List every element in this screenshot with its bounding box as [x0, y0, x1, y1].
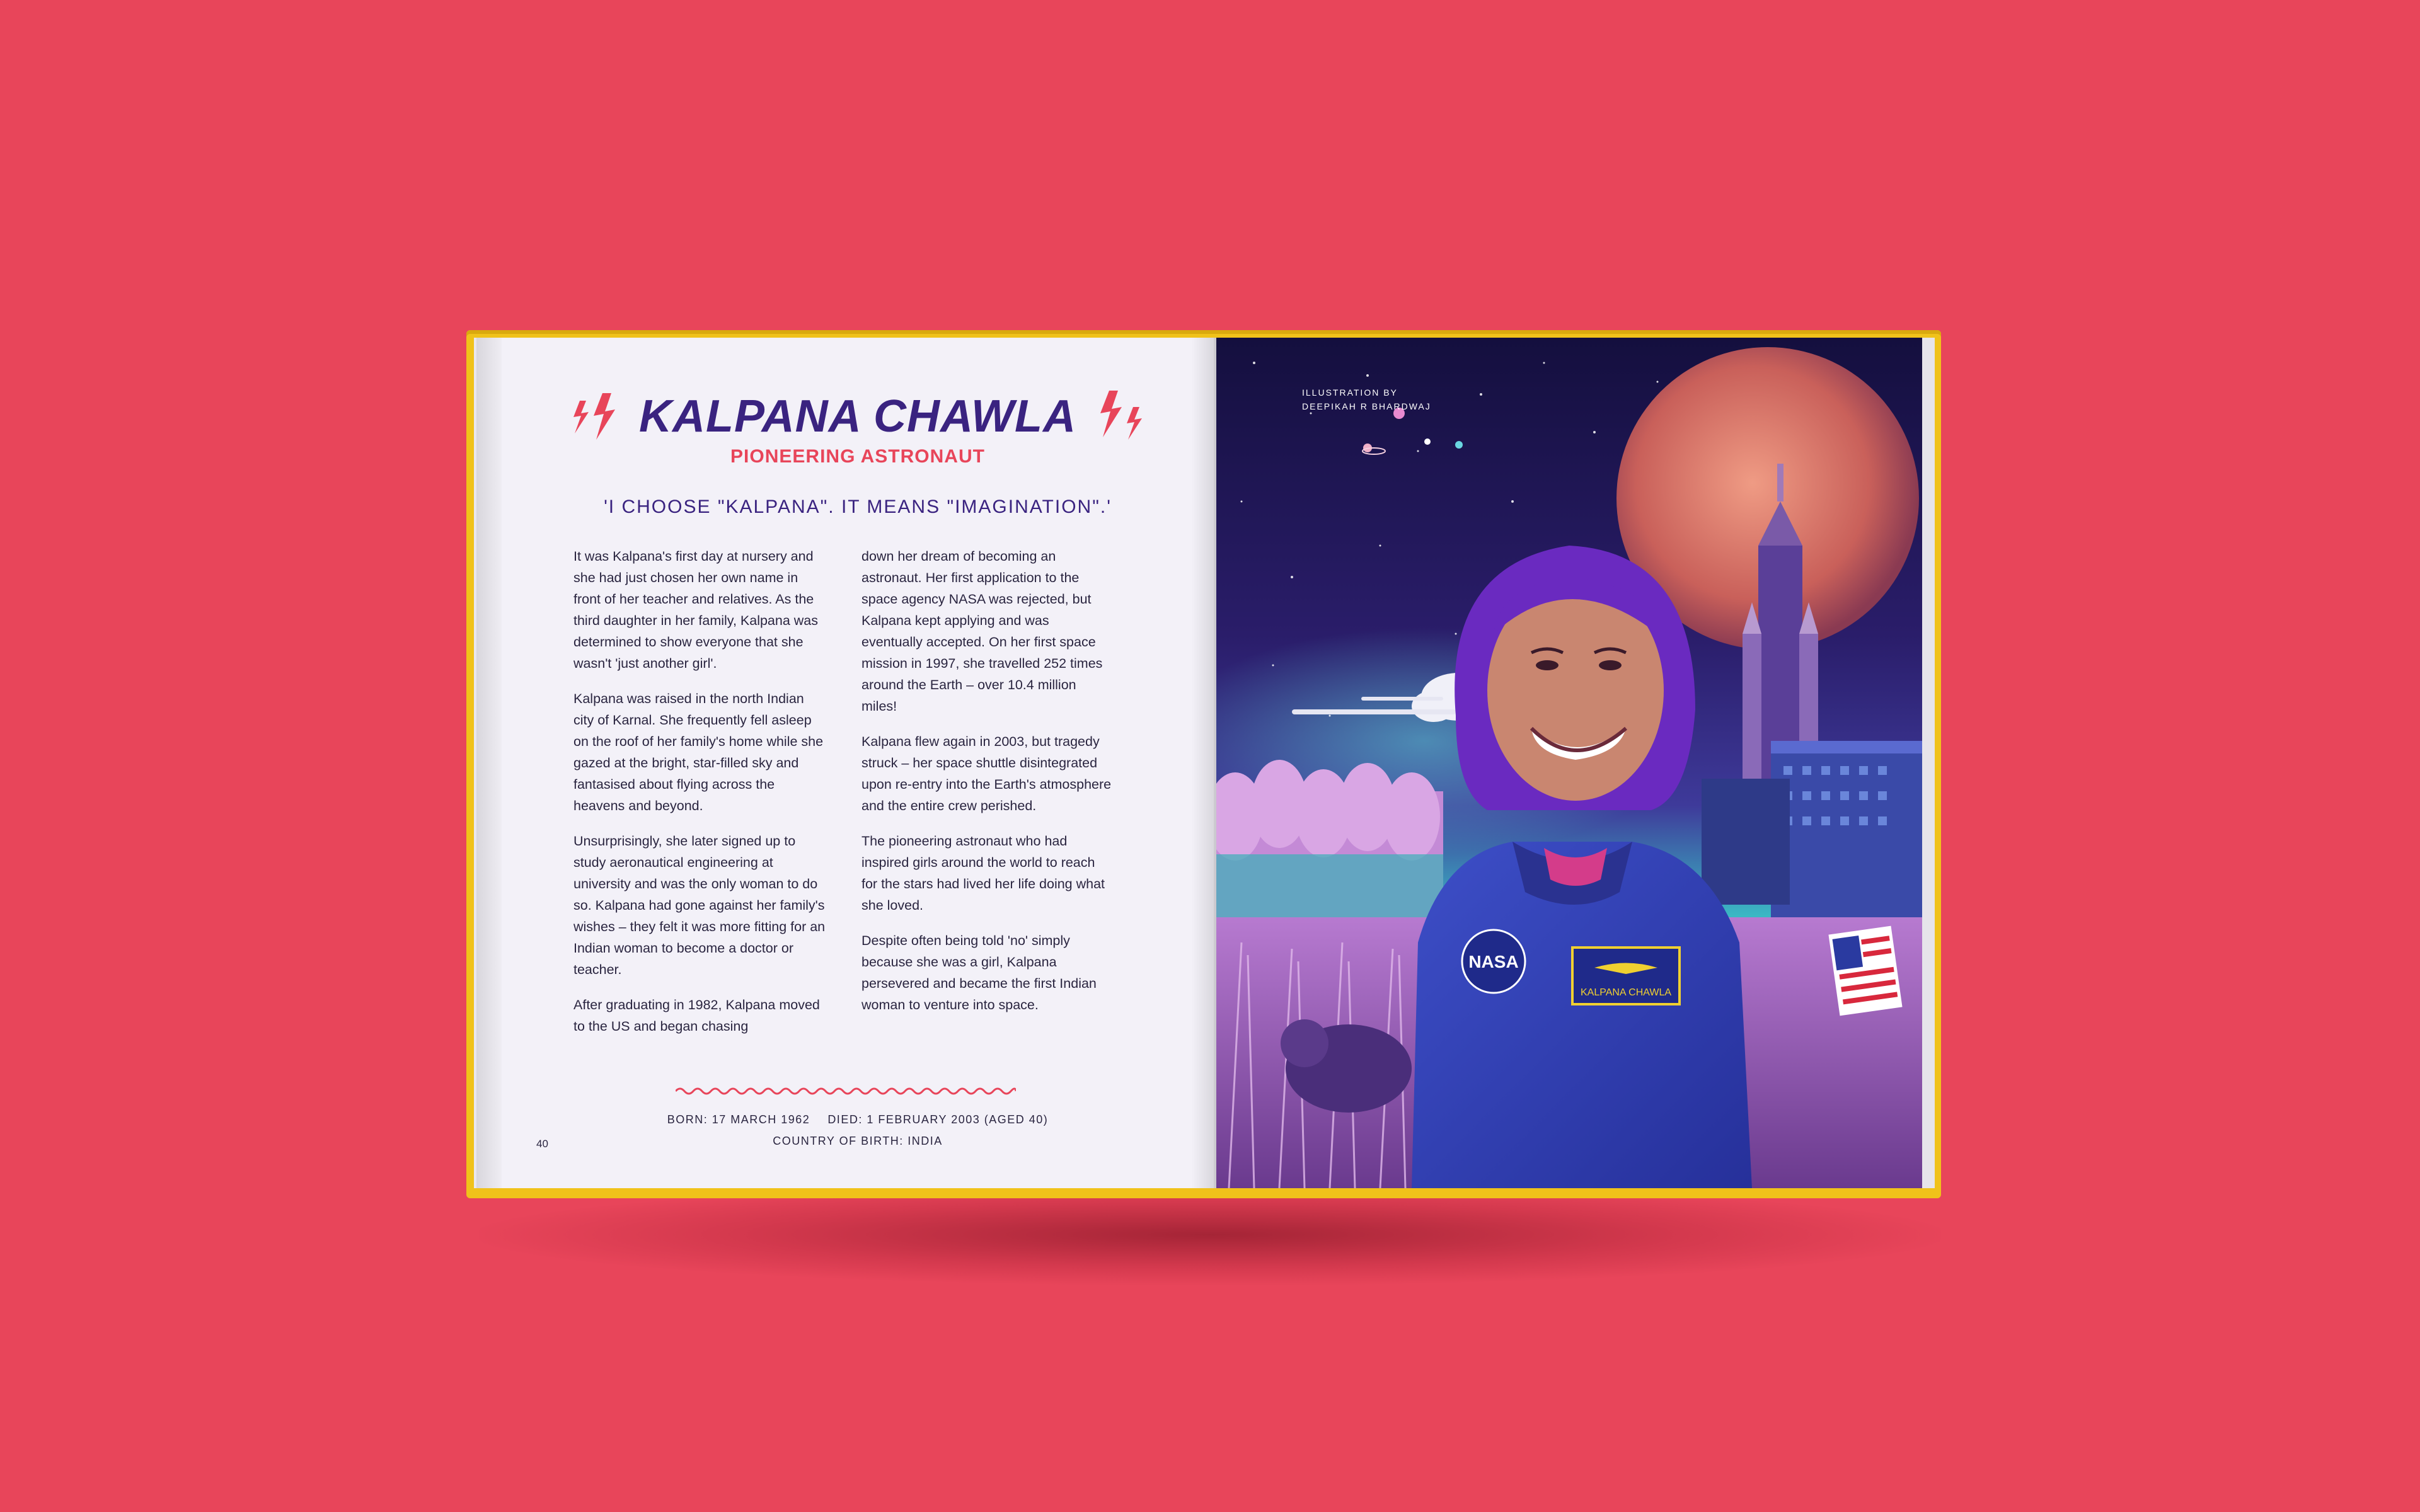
paragraph: Unsurprisingly, she later signed up to study aeronautical engineering at university and was the only woman to do so. Kalpana had gone against her family's wishes – they felt it was more fitting for an Indian woman to become a doctor or teacher.: [573, 833, 826, 977]
nasa-patch: NASA: [1468, 952, 1519, 971]
page-subtitle: PIONEERING ASTRONAUT: [730, 446, 985, 467]
text-column-2: [861, 546, 1114, 1029]
left-page: [502, 338, 1214, 1188]
title-row: [502, 388, 1214, 445]
astronaut-illustration: [1216, 338, 1922, 1188]
page-number: 40: [536, 1138, 548, 1150]
credit-line: DEEPIKAH R BHARDWAJ: [1302, 401, 1431, 411]
lightning-bolts-left-icon: [567, 388, 621, 445]
paragraph: Kalpana flew again in 2003, but tragedy struck – her space shuttle disintegrated upon re-entry into the Earth's atmosphere and the entire crew perished.: [861, 734, 1112, 813]
paragraph: It was Kalpana's first day at nursery and she had just chosen her own name in front of her teacher and relatives. As the third daughter in her family, Kalpana was determined to show everyone that she wasn't 'just another girl'.: [573, 549, 819, 671]
lightning-bolts-right-icon: [1094, 388, 1148, 445]
born-date: BORN: 17 MARCH 1962: [667, 1113, 810, 1126]
paragraph: The pioneering astronaut who had inspired girls around the world to reach for the stars had lived her life doing what she loved.: [861, 833, 1105, 913]
paragraph: Despite often being told 'no' simply because she was a girl, Kalpana persevered and became the first Indian woman to venture into space.: [861, 933, 1097, 1012]
paragraph: down her dream of becoming an astronaut. Her first application to the space agency NASA was rejected, but Kalpana kept applying and was eventually accepted. On her first space mission in 1997, she travelled 252 times around the Earth – over 10.4 million miles!: [861, 549, 1103, 714]
planet: [1424, 438, 1431, 445]
illustration-credit: [1302, 386, 1431, 413]
quote: 'I CHOOSE "KALPANA". IT MEANS "IMAGINATION".': [604, 496, 1112, 517]
right-page-illustration: [1216, 338, 1922, 1188]
country-of-birth: COUNTRY OF BIRTH: INDIA: [773, 1135, 943, 1147]
page-title: KALPANA CHAWLA: [639, 391, 1076, 442]
planet: [1455, 441, 1463, 449]
text-column-1: [573, 546, 826, 1051]
died-date: DIED: 1 FEBRUARY 2003 (AGED 40): [827, 1113, 1049, 1126]
credit-line: ILLUSTRATION BY: [1302, 387, 1398, 398]
book-gutter: [1191, 338, 1216, 1188]
book-shadow: [479, 1184, 1941, 1285]
us-flag-patch: [1828, 926, 1902, 1016]
facts-box: [502, 1109, 1214, 1152]
paragraph: After graduating in 1982, Kalpana moved to the US and began chasing: [573, 997, 820, 1034]
paragraph: Kalpana was raised in the north Indian city of Karnal. She frequently fell asleep on the roof of her family's home while she gazed at the bright, star-filled sky and fantasised about flying across the heavens and beyond.: [573, 691, 824, 813]
wavy-divider: [676, 1085, 1016, 1097]
name-tag: KALPANA CHAWLA: [1580, 987, 1672, 998]
